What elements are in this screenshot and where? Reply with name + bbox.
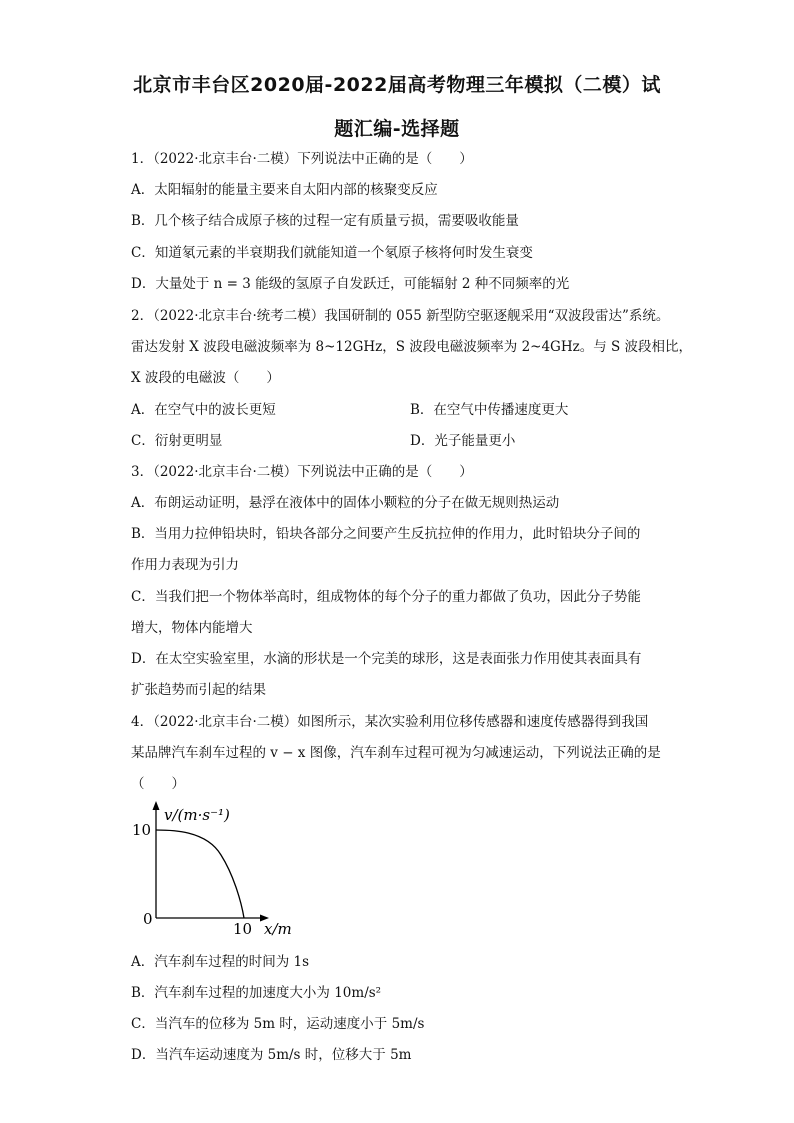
q3-option-b-line-2: 作用力表现为引力 [131,557,239,573]
q2-option-d: D．光子能量更小 [410,433,516,449]
q4-option-b: B．汽车刹车过程的加速度大小为 10m/s² [131,985,382,1001]
q2-option-c: C．衍射更明显 [131,433,223,449]
q2-stem-line-2: 雷达发射 X 波段电磁波频率为 8~12GHz，S 波段电磁波频率为 2~4GHz。与 S 波段相比， [131,339,693,355]
q3-option-c-line-1: C．当我们把一个物体举高时，组成物体的每个分子的重力都做了负功，因此分子势能 [131,589,641,605]
q1-stem: 1．（2022·北京丰台·二模）下列说法中正确的是（ ） [131,151,473,167]
q3-option-b-line-1: B．当用力拉伸铅块时，铅块各部分之间要产生反抗拉伸的作用力，此时铅块分子间的 [131,526,641,542]
page-title-line-1: 北京市丰台区2020届-2022届高考物理三年模拟（二模）试 [133,74,661,96]
q2-stem-line-1: 2．（2022·北京丰台·统考二模）我国研制的 055 新型防空驱逐舰采用“双波段雷达”系统。 [131,308,670,324]
q4-option-c: C．当汽车的位移为 5m 时，运动速度小于 5m/s [131,1016,425,1032]
page-title-line-2: 题汇编-选择题 [334,118,460,140]
x-tick-label: 10 [233,920,253,938]
q3-option-c-line-2: 增大，物体内能增大 [131,620,253,636]
q3-option-d-line-1: D．在太空实验室里，水滴的形状是一个完美的球形，这是表面张力作用使其表面具有 [131,651,642,667]
q2-option-b: B．在空气中传播速度更大 [410,402,569,418]
q1-option-b: B．几个核子结合成原子核的过程一定有质量亏损，需要吸收能量 [131,213,519,229]
q3-stem: 3．（2022·北京丰台·二模）下列说法中正确的是（ ） [131,464,473,480]
q4-stem-line-2: 某品牌汽车刹车过程的 v − x 图像，汽车刹车过程可视为匀减速运动，下列说法正确的是 [131,745,661,761]
q2-stem-line-3: X 波段的电磁波（ ） [131,370,280,386]
q2-option-a: A．在空气中的波长更短 [131,402,276,418]
q4-stem-line-3: （ ） [131,776,185,792]
v-x-curve [156,830,244,918]
q1-option-a: A．太阳辐射的能量主要来自太阳内部的核聚变反应 [131,182,438,198]
q4-option-d: D．当汽车运动速度为 5m/s 时，位移大于 5m [131,1047,412,1063]
q4-stem-line-1: 4．（2022·北京丰台·二模）如图所示，某次实验利用位移传感器和速度传感器得到我国 [131,714,649,730]
q3-option-a: A．布朗运动证明，悬浮在液体中的固体小颗粒的分子在做无规则热运动 [131,495,560,511]
x-axis-label: x/m [264,920,292,938]
q1-option-d: D．大量处于 n = 3 能级的氢原子自发跃迁，可能辐射 2 种不同频率的光 [131,276,570,292]
y-axis-label: v/(m·s⁻¹) [164,806,230,824]
y-axis-arrow-icon [153,801,160,810]
q4-option-a: A．汽车刹车过程的时间为 1s [131,954,310,970]
y-tick-label: 10 [132,821,152,839]
q3-option-d-line-2: 扩张趋势而引起的结果 [131,682,266,698]
v-x-graph [131,800,292,940]
origin-label: 0 [143,910,153,928]
q1-option-c: C．知道氡元素的半衰期我们就能知道一个氡原子核将何时发生衰变 [131,245,533,261]
